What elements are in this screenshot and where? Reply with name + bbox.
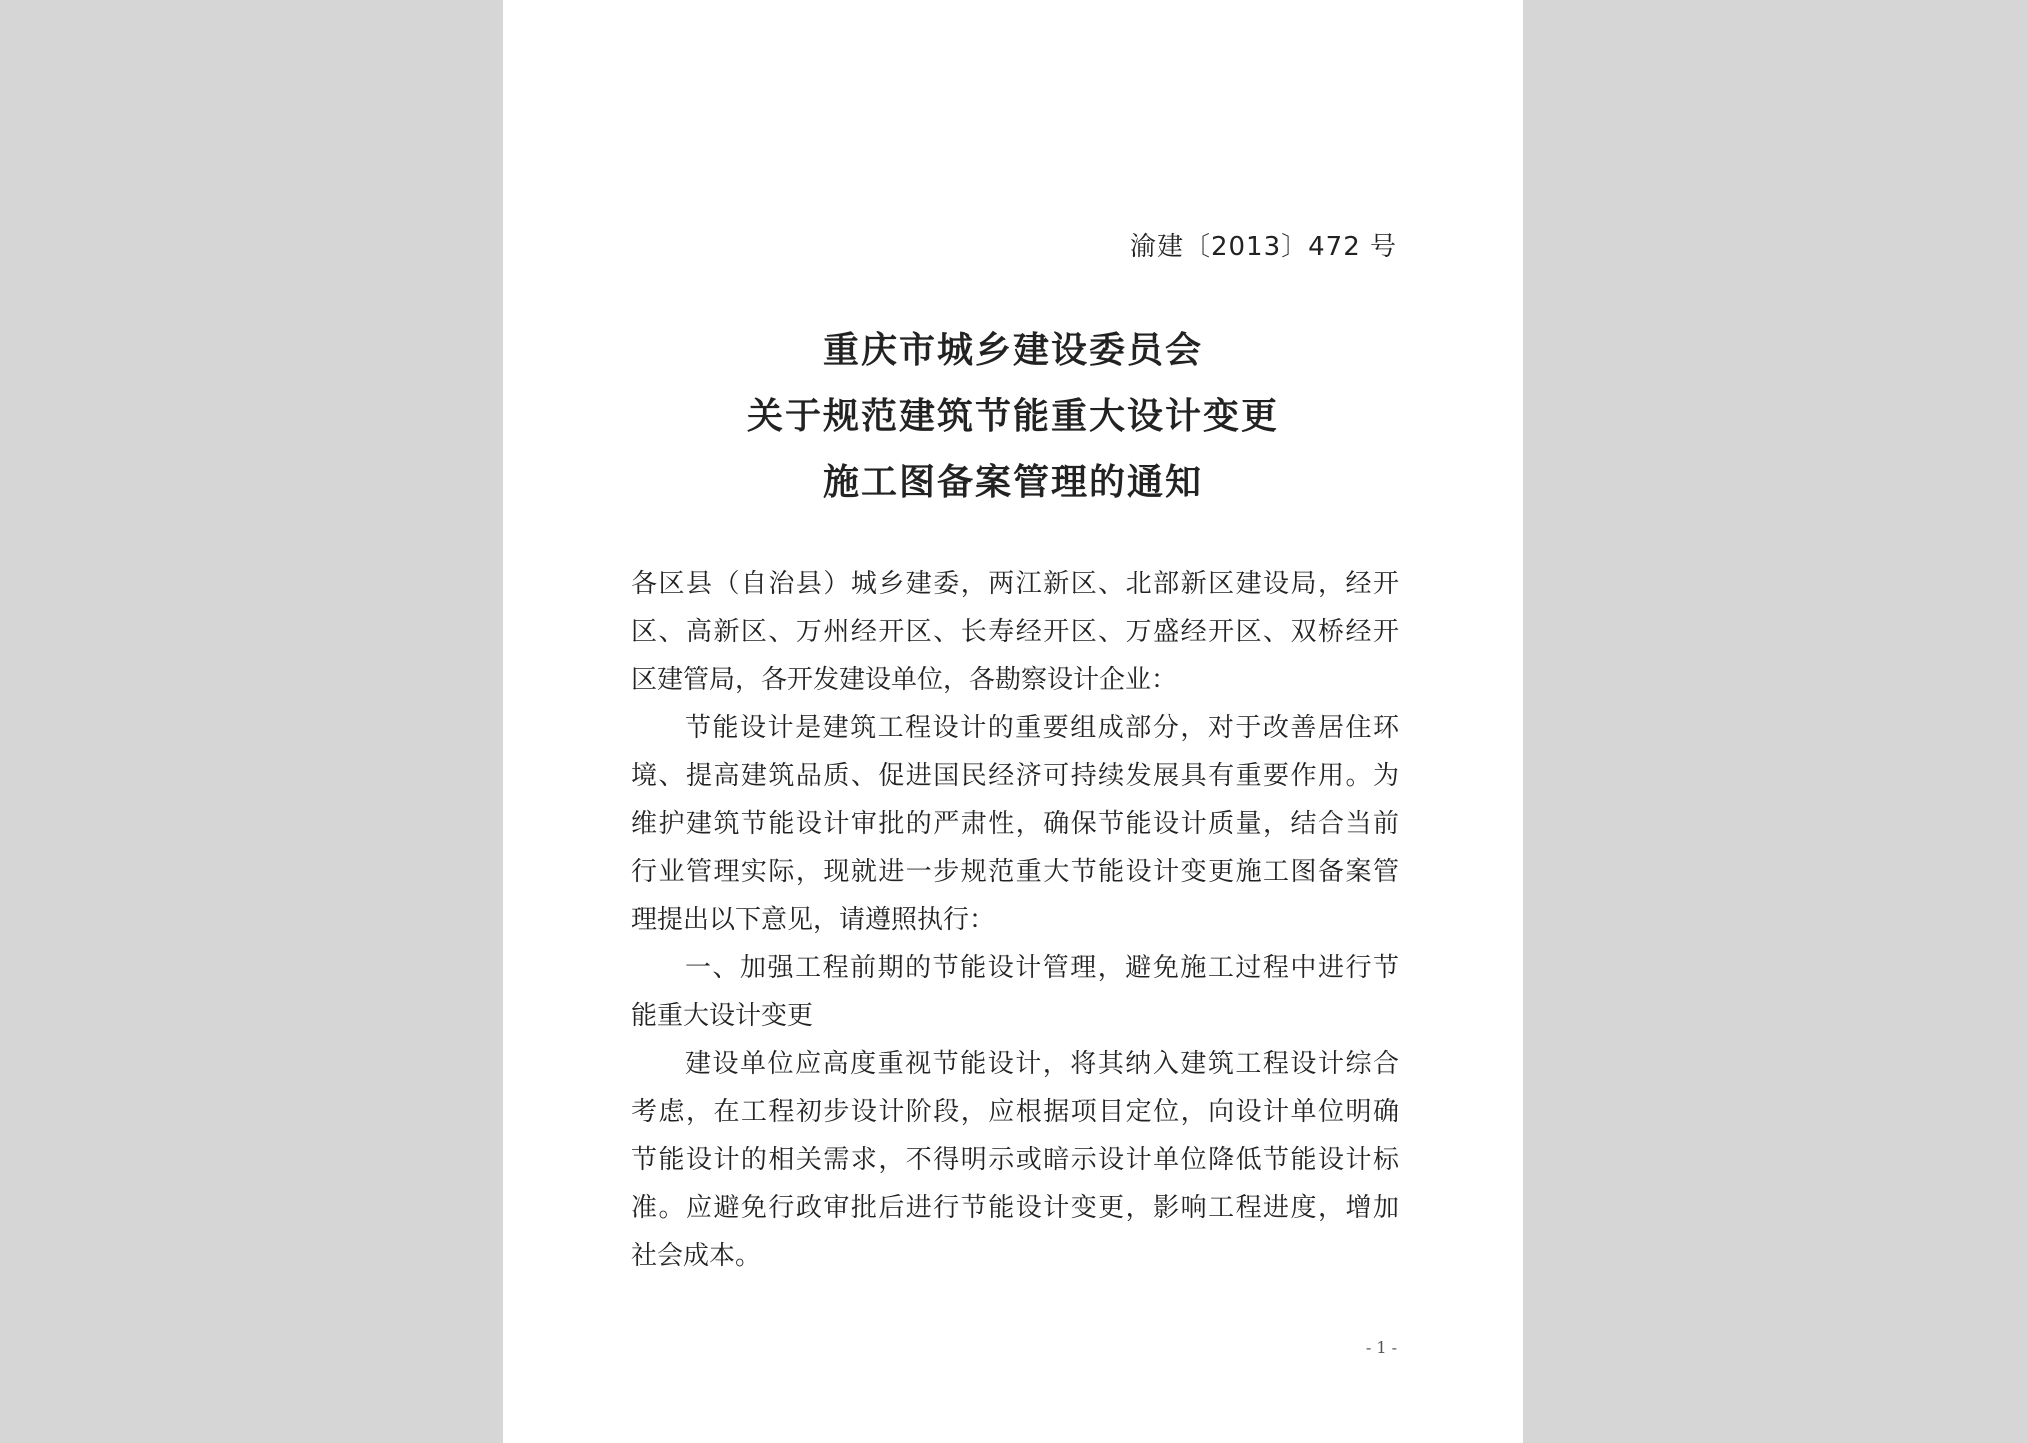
title-line-2: 关于规范建筑节能重大设计变更 [746, 396, 1279, 437]
title-line-3: 施工图备案管理的通知 [822, 462, 1203, 503]
paragraph-line: 境、提高建筑品质、促进国民经济可持续发展具有重要作用。为 [631, 761, 1399, 791]
paragraph-line: 社会成本。 [631, 1241, 762, 1271]
paragraph-line: 理提出以下意见，请遵照执行： [631, 905, 996, 935]
addressee-line-3: 区建管局，各开发建设单位，各勘察设计企业： [631, 665, 1178, 695]
document-number: 渝建〔2013〕472 号 [1129, 232, 1397, 262]
paragraph-line: 行业管理实际，现就进一步规范重大节能设计变更施工图备案管 [631, 857, 1399, 887]
addressee-line-2: 区、高新区、万州经开区、长寿经开区、万盛经开区、双桥经开 [631, 617, 1399, 647]
document-page [503, 0, 1523, 1443]
section-heading-line: 一、加强工程前期的节能设计管理，避免施工过程中进行节 [685, 953, 1399, 983]
paragraph-line: 节能设计的相关需求，不得明示或暗示设计单位降低节能设计标 [631, 1145, 1399, 1175]
title-line-1: 重庆市城乡建设委员会 [822, 330, 1203, 371]
section-heading-line: 能重大设计变更 [631, 1001, 814, 1031]
paragraph-line: 节能设计是建筑工程设计的重要组成部分，对于改善居住环 [685, 713, 1399, 743]
paragraph-line: 建设单位应高度重视节能设计，将其纳入建筑工程设计综合 [685, 1049, 1399, 1079]
paragraph-line: 准。应避免行政审批后进行节能设计变更，影响工程进度，增加 [631, 1193, 1399, 1223]
document-title [503, 318, 1523, 516]
addressee-line-1: 各区县（自治县）城乡建委，两江新区、北部新区建设局，经开 [631, 569, 1399, 599]
page-number: - 1 - [1365, 1338, 1397, 1357]
document-body [631, 560, 1399, 1280]
paragraph-line: 考虑，在工程初步设计阶段，应根据项目定位，向设计单位明确 [631, 1097, 1399, 1127]
paragraph-line: 维护建筑节能设计审批的严肃性，确保节能设计质量，结合当前 [631, 809, 1399, 839]
